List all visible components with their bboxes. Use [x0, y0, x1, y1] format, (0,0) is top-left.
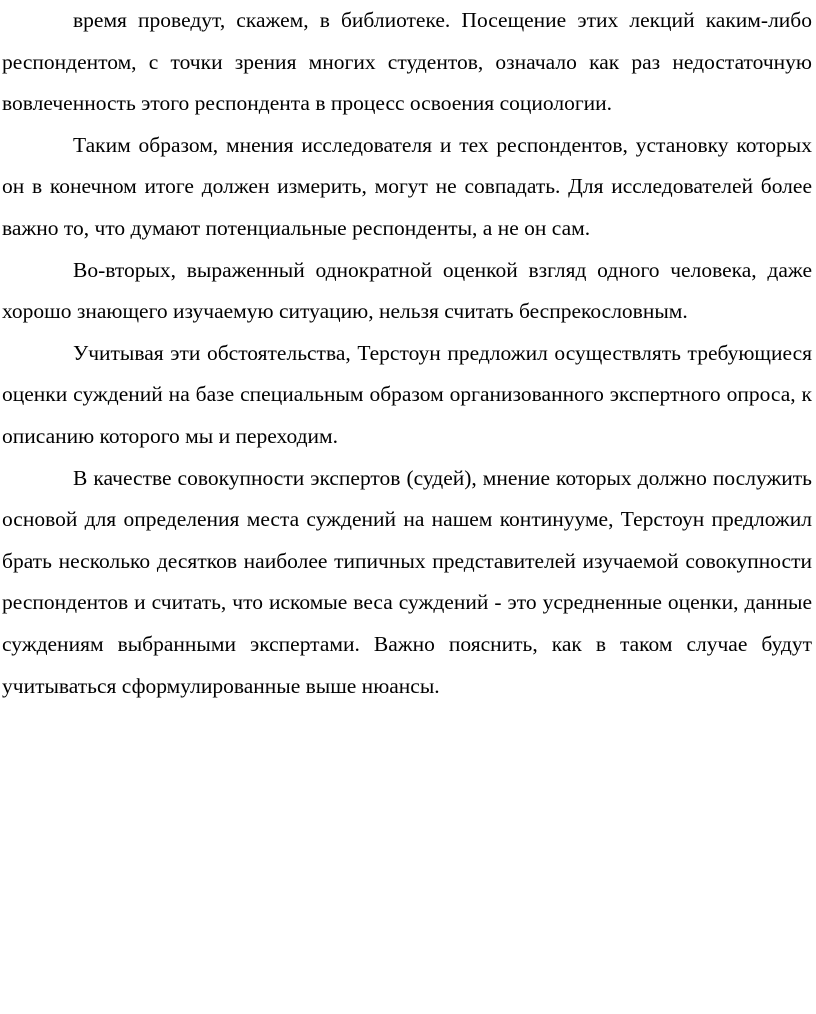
paragraph-3: Во-вторых, выраженный однократной оценкой взгляд одного человека, даже хорошо знающего изучаемую ситуацию, нельзя считать беспрекословным.	[2, 257, 812, 324]
paragraph-5: В качестве совокупности экспертов (судей), мнение которых должно послужить основой для определения места суждений на нашем континууме, Терстоун предложил брать несколько десятков наиболее типичных представителей изучаемой совокупности респондентов и считать, что искомые веса суждений - это усредненные оценки, данные суждениям выбранными экспертами. Важно пояснить, как в таком случае будут учитываться сформулированные выше нюансы.	[2, 465, 812, 698]
document-body	[2, 0, 812, 707]
paragraph-1: время проведут, скажем, в библиотеке. Посещение этих лекций каким-либо респондентом, с точки зрения многих студентов, означало как раз недостаточную вовлеченность этого респондента в процесс освоения социологии.	[2, 8, 812, 116]
paragraph-4: Учитывая эти обстоятельства, Терстоун предложил осуществлять требующиеся оценки суждений на базе специальным образом организованного экспертного опроса, к описанию которого мы и переходим.	[2, 340, 812, 448]
paragraph-2: Таким образом, мнения исследователя и тех респондентов, установку которых он в конечном итоге должен измерить, могут не совпадать. Для исследователей более важно то, что думают потенциальные респонденты, а не он сам.	[2, 132, 812, 240]
